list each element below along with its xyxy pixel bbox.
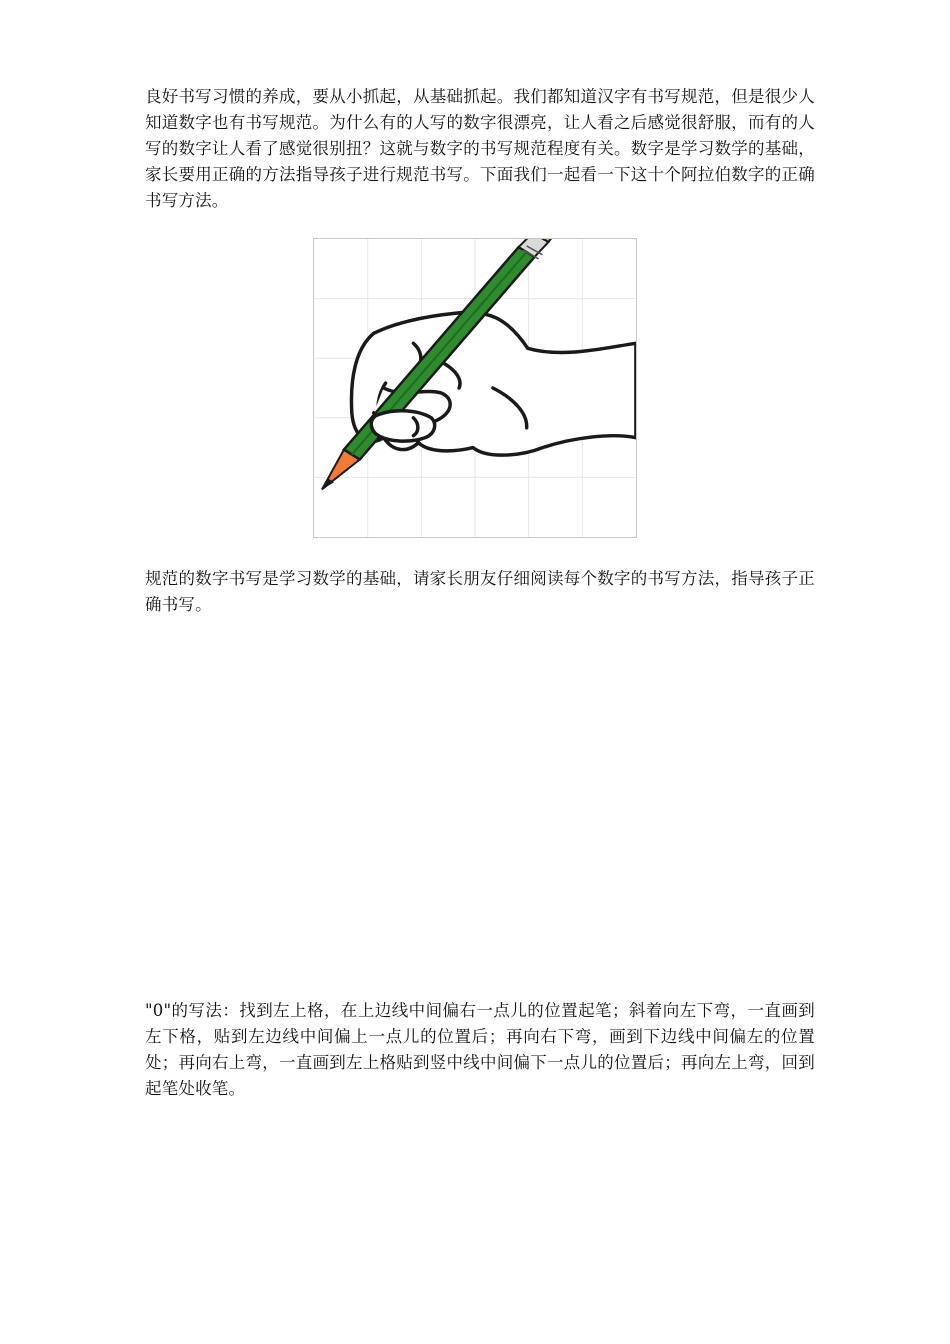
hand-pencil-illustration (313, 238, 637, 538)
note-paragraph: 规范的数字书写是学习数学的基础，请家长朋友仔细阅读每个数字的书写方法，指导孩子正确书写。 (145, 569, 815, 614)
zero-writing-instruction: "0"的写法：找到左上格，在上边线中间偏右一点儿的位置起笔；斜着向左下弯，一直画到左下格，贴到左边线中间偏上一点儿的位置后；再向右下弯，画到下边线中间偏左的位置处；再向右上弯，一直画到左上格贴到竖中线中间偏下一点儿的位置后；再向左上弯，回到起笔处收笔。 (145, 1001, 815, 1098)
intro-paragraph: 良好书写习惯的养成，要从小抓起，从基础抓起。我们都知道汉字有书写规范，但是很少人知道数字也有书写规范。为什么有的人写的数字很漂亮，让人看之后感觉很舒服，而有的人写的数字让人看了感觉很别扭？这就与数字的书写规范程度有关。数字是学习数学的基础，家长要用正确的方法指导孩子进行规范书写。下面我们一起看一下这十个阿拉伯数字的正确书写方法。 (145, 87, 815, 210)
hand-holding-pencil-icon (314, 239, 636, 537)
thumb (371, 411, 434, 441)
